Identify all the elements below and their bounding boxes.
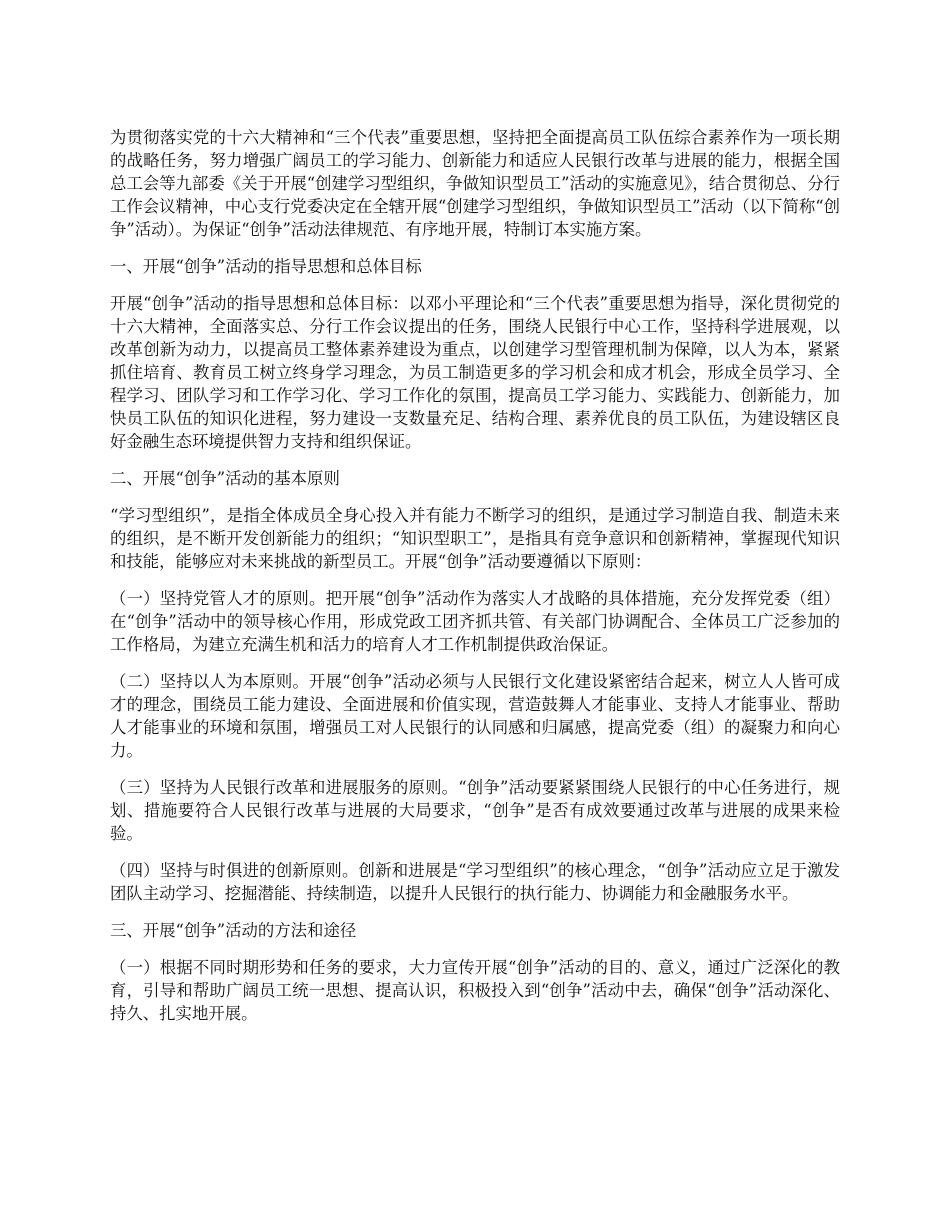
section-2-heading: 二、开展“创争”活动的基本原则 (110, 469, 340, 488)
section-2-paragraph: “学习型组织”，是指全体成员全身心投入并有能力不断学习的组织，是通过学习制造自我、制造未来的组织，是不断开发创新能力的组织；“知识型职工”，是指具有竞争意识和创新精神，掌握现代知识和技能，能够应对未来挑战的新型员工。开展“创争”活动要遵循以下原则： (110, 506, 840, 571)
section-1-heading: 一、开展“创争”活动的指导思想和总体目标 (110, 257, 422, 276)
intro-paragraph: 为贯彻落实党的十六大精神和“三个代表”重要思想，坚持把全面提高员工队伍综合素养作为一项长期的战略任务，努力增强广阔员工的学习能力、创新能力和适应人民银行改革与进展的能力，根据全国总工会等九部委《关于开展“创建学习型组织，争做知识型员工”活动的实施意见》，结合贯彻总、分行工作会议精神，中心支行党委决定在全辖开展“创建学习型组织，争做知识型员工”活动（以下简称“创争”活动）。为保证“创争”活动法律规范、有序地开展，特制订本实施方案。 (110, 128, 840, 239)
principle-4-paragraph: （四）坚持与时俱进的创新原则。创新和进展是“学习型组织”的核心理念，“创争”活动应立足于激发团队主动学习、挖掘潜能、持续制造，以提升人民银行的执行能力、协调能力和金融服务水平。 (110, 861, 840, 903)
document-page (110, 126, 840, 1039)
principle-3-paragraph: （三）坚持为人民银行改革和进展服务的原则。“创争”活动要紧紧围绕人民银行的中心任务进行，规划、措施要符合人民银行改革与进展的大局要求，“创争”是否有成效要通过改革与进展的成果来检验。 (110, 778, 840, 843)
method-1-paragraph: （一）根据不同时期形势和任务的要求，大力宣传开展“创争”活动的目的、意义，通过广泛深化的教育，引导和帮助广阔员工统一思想、提高认识，积极投入到“创争”活动中去，确保“创争”活动深化、持久、扎实地开展。 (110, 958, 840, 1023)
principle-2-paragraph: （二）坚持以人为本原则。开展“创争”活动必须与人民银行文化建设紧密结合起来，树立人人皆可成才的理念，围绕员工能力建设、全面进展和价值实现，营造鼓舞人才能事业、支持人才能事业、帮助人才能事业的环境和氛围，增强员工对人民银行的认同感和归属感，提高党委（组）的凝聚力和向心力。 (110, 672, 840, 760)
principle-1-paragraph: （一）坚持党管人才的原则。把开展“创争”活动作为落实人才战略的具体措施，充分发挥党委（组）在“创争”活动中的领导核心作用，形成党政工团齐抓共管、有关部门协调配合、全体员工广泛参加的工作格局，为建立充满生机和活力的培育人才工作机制提供政治保证。 (110, 589, 840, 654)
section-1-paragraph: 开展“创争”活动的指导思想和总体目标：以邓小平理论和“三个代表”重要思想为指导，深化贯彻党的十六大精神，全面落实总、分行工作会议提出的任务，围绕人民银行中心工作，坚持科学进展观，以改革创新为动力，以提高员工整体素养建设为重点，以创建学习型管理机制为保障，以人为本，紧紧抓住培育、教育员工树立终身学习理念，为员工制造更多的学习机会和成才机会，形成全员学习、全程学习、团队学习和工作学习化、学习工作化的氛围，提高员工学习能力、实践能力、创新能力，加快员工队伍的知识化进程，努力建设一支数量充足、结构合理、素养优良的员工队伍，为建设辖区良好金融生态环境提供智力支持和组织保证。 (110, 294, 840, 451)
section-3-heading: 三、开展“创争”活动的方法和途径 (110, 921, 357, 940)
